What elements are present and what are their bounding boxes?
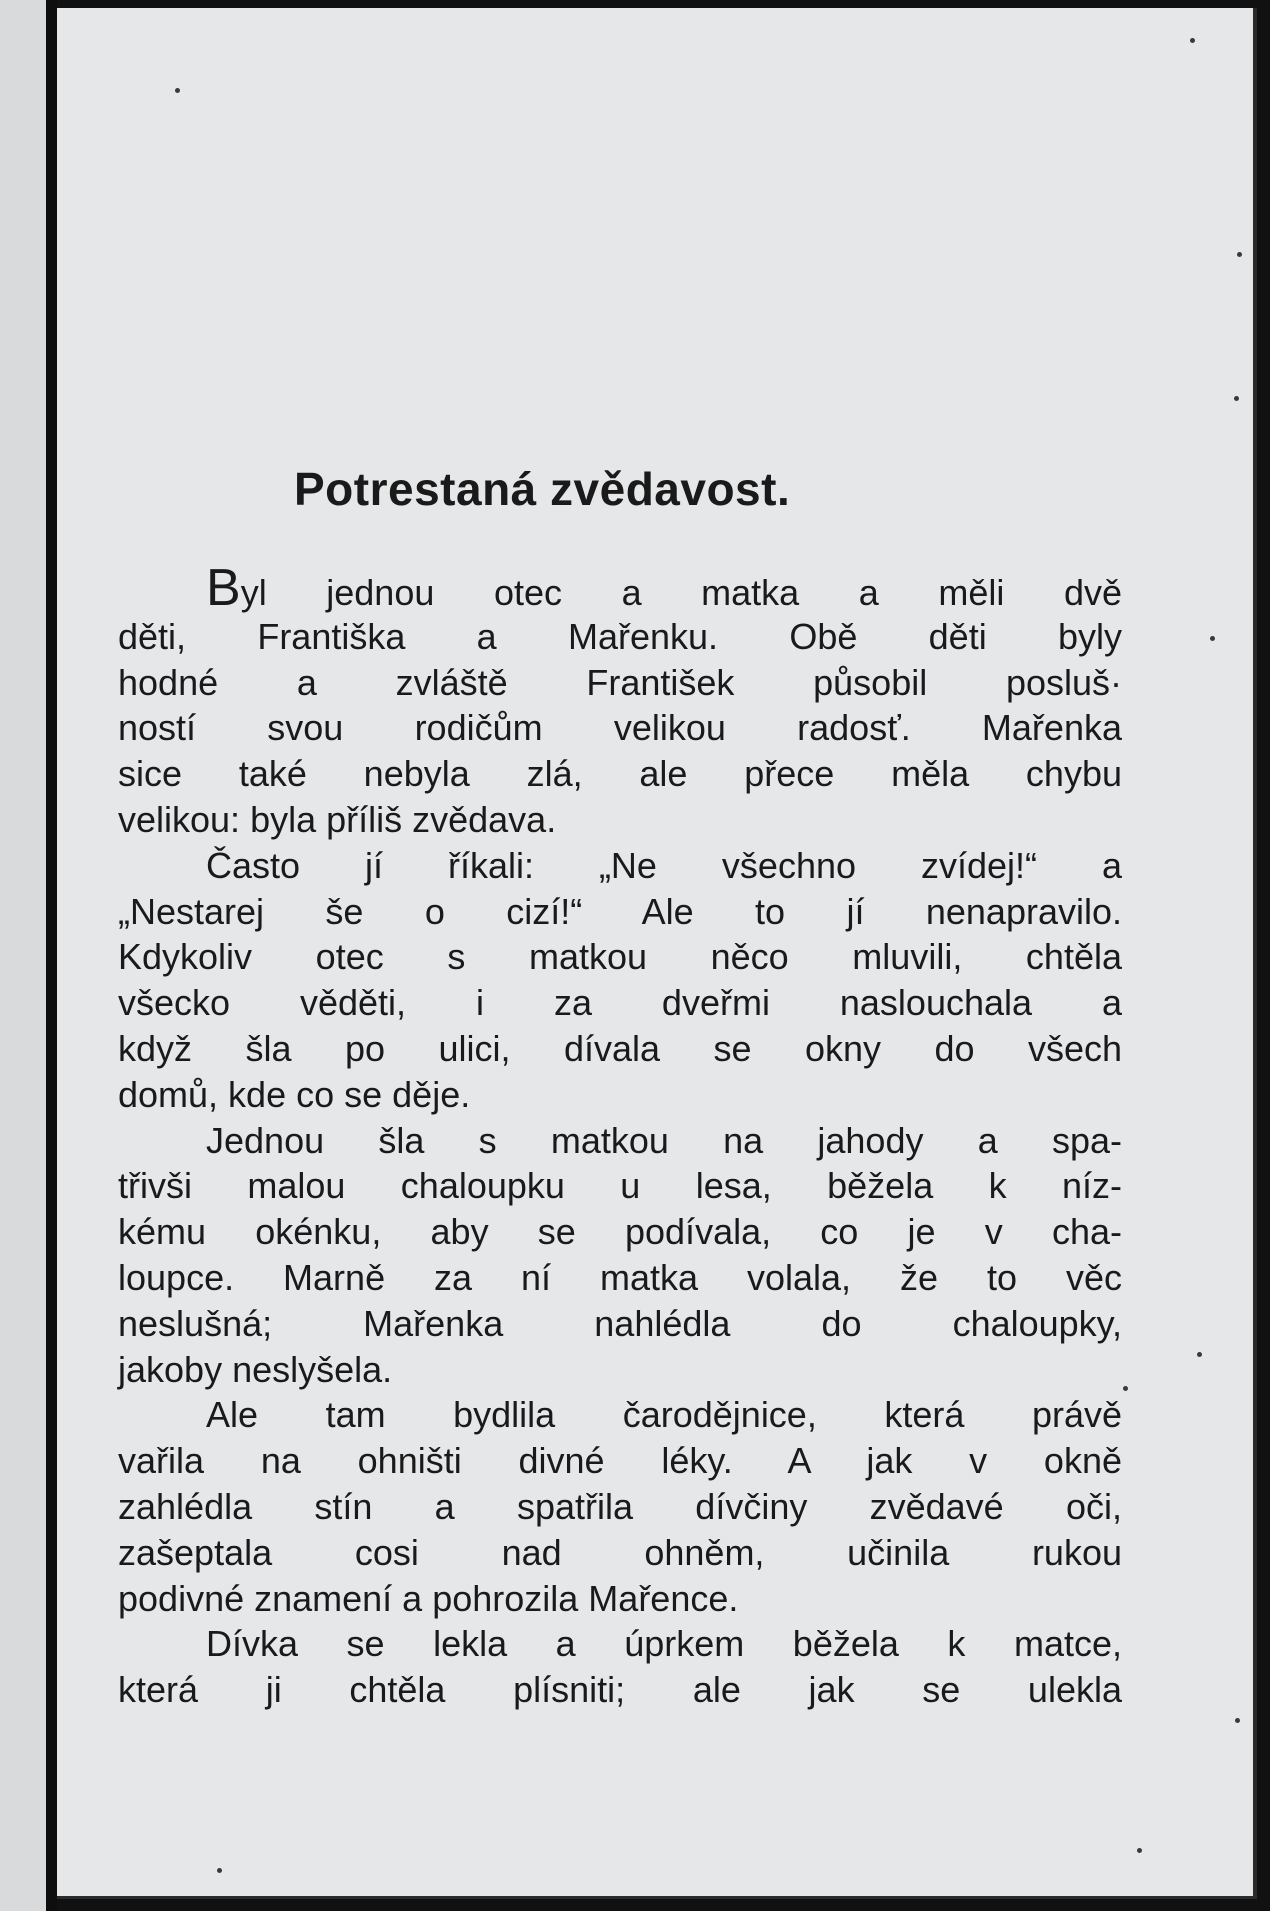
print-speck xyxy=(1235,1718,1240,1723)
text-line: třivši malou chaloupku u lesa, běžela k níz- xyxy=(118,1165,1122,1207)
text-line: Často jí říkali: „Ne všechno zvídej!“ a xyxy=(206,844,1122,886)
text-line: když šla po ulici, dívala se okny do všech xyxy=(118,1027,1122,1069)
text-line: podivné znamení a pohrozila Mařence. xyxy=(118,1577,739,1619)
text-line: děti, Františka a Mařenku. Obě děti byly xyxy=(118,615,1122,657)
text-line: jakoby neslyšela. xyxy=(118,1348,393,1390)
print-speck xyxy=(1137,1848,1142,1853)
text-line: Jednou šla s matkou na jahody a spa- xyxy=(206,1119,1122,1161)
text-line: loupce. Marně za ní matka volala, že to věc xyxy=(118,1256,1122,1298)
print-speck xyxy=(1210,636,1215,641)
text-line: „Nestarej še o cizí!“ Ale to jí nenapravilo. xyxy=(118,890,1122,932)
text-line: všecko věděti, i za dveřmi naslouchala a xyxy=(118,982,1122,1024)
print-speck xyxy=(1197,1352,1202,1357)
print-speck xyxy=(1234,396,1239,401)
drop-cap: B xyxy=(206,559,241,617)
story-title: Potrestaná zvědavost. xyxy=(294,463,791,515)
text-line: ností svou rodičům velikou radosť. Mařenka xyxy=(118,707,1122,749)
text-line: zahlédla stín a spatřila dívčiny zvědavé oči, xyxy=(118,1485,1122,1527)
text-line: velikou: byla příliš zvědava. xyxy=(118,798,557,840)
print-speck xyxy=(217,1868,222,1873)
text-line: vařila na ohništi divné léky. A jak v okně xyxy=(118,1440,1122,1482)
text-line: domů, kde co se děje. xyxy=(118,1073,471,1115)
text-line: Ale tam bydlila čarodějnice, která právě xyxy=(206,1394,1122,1436)
print-speck xyxy=(175,88,180,93)
print-speck xyxy=(1190,38,1195,43)
book-gutter xyxy=(46,0,57,1911)
story-body xyxy=(118,559,1122,1713)
print-speck xyxy=(1123,1386,1128,1391)
text-line: Kdykoliv otec s matkou něco mluvili, chtěla xyxy=(118,936,1122,978)
text-line: kému okénku, aby se podívala, co je v cha- xyxy=(118,1211,1122,1253)
text-line: která ji chtěla plísniti; ale jak se ulekla xyxy=(118,1669,1122,1711)
text-line: Dívka se lekla a úprkem běžela k matce, xyxy=(206,1623,1122,1665)
text-line: sice také nebyla zlá, ale přece měla chybu xyxy=(118,753,1122,795)
adjacent-page-strip xyxy=(0,0,46,1911)
text-line: hodné a zvláště František působil posluš· xyxy=(118,661,1122,703)
text-line: neslušná; Mařenka nahlédla do chaloupky, xyxy=(118,1302,1122,1344)
text-line: zašeptala cosi nad ohněm, učinila rukou xyxy=(118,1531,1122,1573)
text-line: Byl jednou otec a matka a měli dvě xyxy=(206,559,1122,617)
print-speck xyxy=(1237,252,1242,257)
